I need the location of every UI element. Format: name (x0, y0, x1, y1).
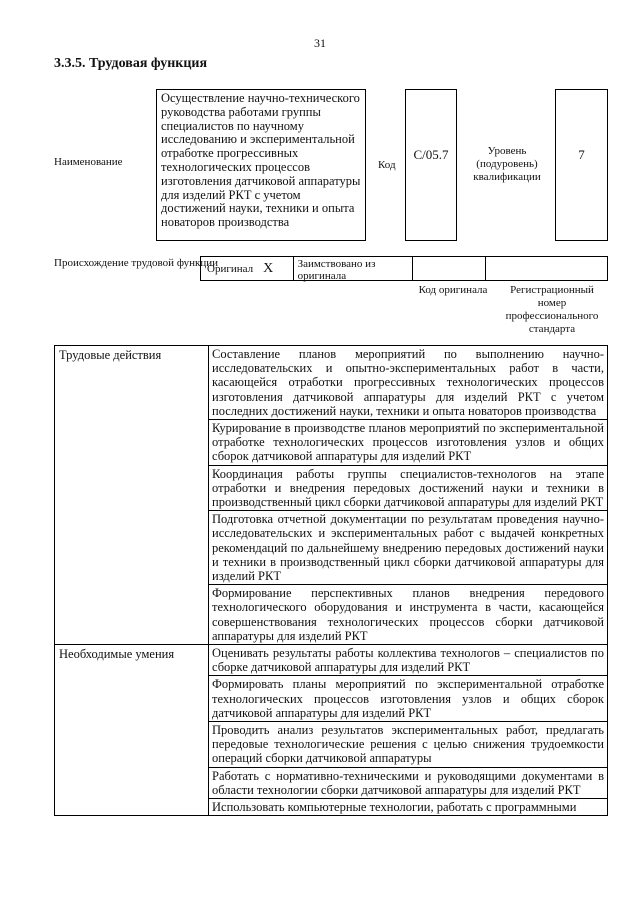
skill-item: Формировать планы мероприятий по экспериментальной отработке технологических процессов изготовления узлов и общих сборок датчиковой аппаратуры для изделий РКТ (209, 676, 608, 722)
original-cell (201, 257, 294, 280)
qualification-level-value: 7 (578, 147, 585, 162)
table-row (55, 645, 608, 676)
function-name-box: Осуществление научно-технического руководства работами группы специалистов по научному исследованию и экспериментальной отработке прогрессивных технологических процессов изготовления датчиковой аппаратуры для изделий РКТ с учетом достижений науки, техники и опыта новаторов производства (156, 89, 366, 241)
labor-action-item: Курирование в производстве планов мероприятий по экспериментальной отработке технологических процессов изготовления узлов и общих сборок датчиковой аппаратуры для изделий РКТ (209, 420, 608, 466)
page-number: 31 (314, 36, 326, 50)
code-of-original-label: Код оригинала (418, 284, 488, 296)
qualification-level-label: Уровень (подуровень) квалификации (473, 145, 541, 183)
registration-number-cell (486, 257, 607, 280)
labor-action-item: Составление планов мероприятий по выполнению научно-исследовательских и опытно-экспериментальных работ в части, касающейся отработки прогрессивных технологических процессов изготовления датчиковой аппаратуры для изделий РКТ с учетом последних достижений науки, техники и опыта новаторов производства (209, 346, 608, 420)
function-code-box (405, 89, 457, 241)
borrowed-cell: Заимствовано из оригинала (294, 257, 413, 280)
original-label: Оригинал (207, 262, 254, 275)
table-row (55, 346, 608, 420)
code-of-original-cell (413, 257, 486, 280)
section-title: 3.3.5. Трудовая функция (54, 56, 208, 71)
function-code-value: С/05.7 (413, 147, 449, 162)
labor-actions-label: Трудовые действия (55, 346, 209, 645)
function-details-table (54, 345, 608, 816)
labor-action-item: Подготовка отчетной документации по результатам проведения научно-исследовательских и экспериментальных работ с выдачей конкретных рекомендаций по дальнейшему внедрению передовых достижений науки и техники в производственный цикл сборки датчиковой аппаратуры для изделий РКТ (209, 511, 608, 585)
skill-item: Оценивать результаты работы коллектива технологов – специалистов по сборке датчиковой аппаратуры для изделий РКТ (209, 645, 608, 676)
origin-label: Происхождение трудовой функции (54, 257, 219, 269)
skill-item-text: Использовать компьютерные технологии, работать с программными (212, 800, 577, 815)
code-label: Код (378, 159, 396, 171)
registration-number-label: Регистрационный номер профессионального стандарта (505, 284, 599, 335)
name-label: Наименование (54, 156, 123, 168)
origin-row (200, 256, 608, 281)
labor-action-item: Координация работы группы специалистов-технологов на этапе отработки и внедрения передовых достижений науки и техники в производственный цикл сборки датчиковой аппаратуры для изделий РКТ (209, 465, 608, 511)
skills-label: Необходимые умения (55, 645, 209, 816)
skill-item (209, 799, 608, 816)
qualification-level-box (555, 89, 608, 241)
original-mark: X (263, 260, 274, 276)
skill-item: Проводить анализ результатов экспериментальных работ, предлагать передовые технологические решения с целью снижения трудоемкости операций сборки датчиковой аппаратуры (209, 722, 608, 768)
labor-action-item: Формирование перспективных планов внедрения передового технологического оборудования и инструмента в части, касающейся совершенствования технологических процессов сборки датчиковой аппаратуры для изделий РКТ (209, 585, 608, 645)
skill-item: Работать с нормативно-техническими и руководящими документами в области технологии сборки датчиковой аппаратуры для изделий РКТ (209, 767, 608, 798)
